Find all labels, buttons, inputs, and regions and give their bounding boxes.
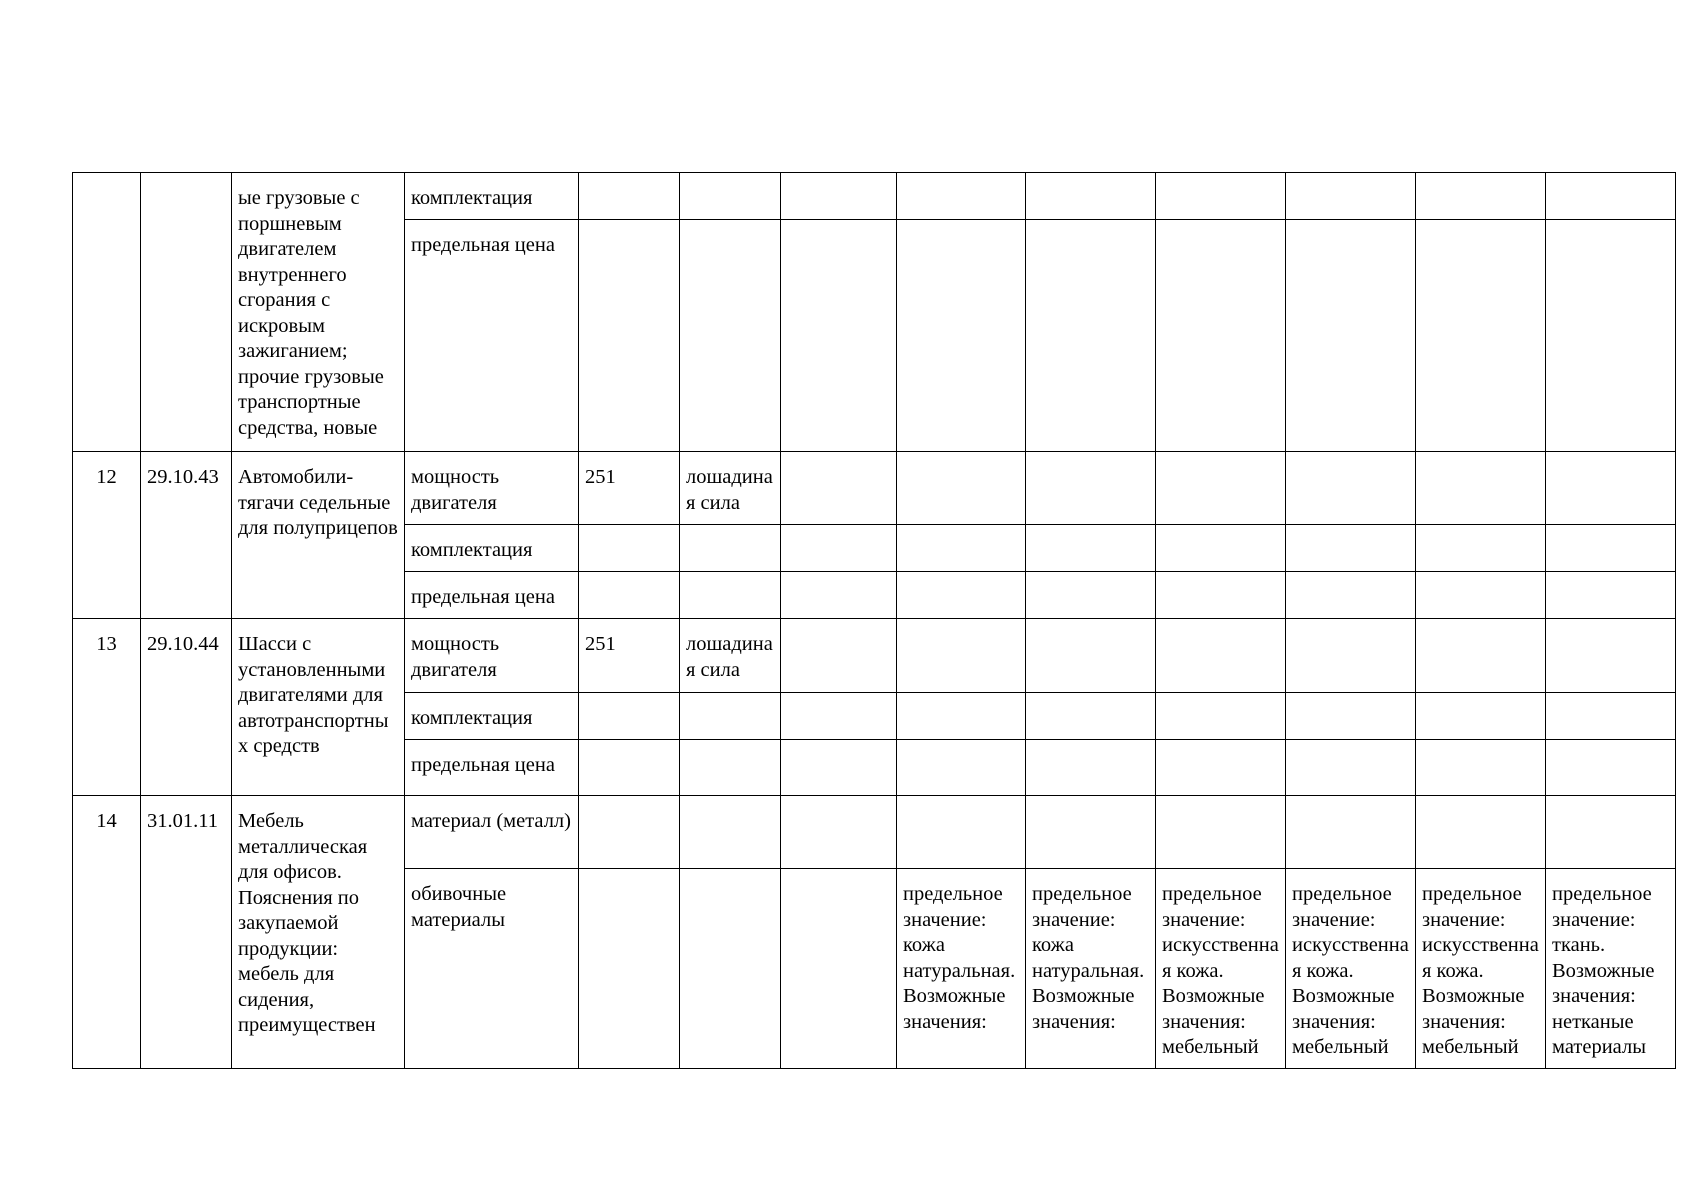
- characteristic-cell: предельная цена: [405, 220, 579, 452]
- okpd-code-cell: 29.10.44: [141, 619, 232, 796]
- empty-cell: [781, 796, 897, 869]
- characteristic-cell: предельная цена: [405, 572, 579, 619]
- empty-cell: [781, 220, 897, 452]
- table-row: [73, 173, 1676, 220]
- empty-cell: [1546, 525, 1676, 572]
- empty-cell: [1416, 619, 1546, 693]
- okpd-code-cell: [141, 173, 232, 452]
- characteristic-cell: предельная цена: [405, 740, 579, 796]
- characteristic-cell: мощность двигателя: [405, 619, 579, 693]
- empty-cell: [897, 740, 1026, 796]
- limit-value-cell: предельное значение: кожа натуральная. Возможные значения:: [1026, 869, 1156, 1069]
- empty-cell: [897, 173, 1026, 220]
- empty-cell: [897, 220, 1026, 452]
- table-row: [73, 619, 1676, 693]
- empty-cell: [897, 796, 1026, 869]
- value-cell: [579, 525, 680, 572]
- empty-cell: [1286, 740, 1416, 796]
- row-number-cell: [73, 173, 141, 452]
- empty-cell: [1156, 572, 1286, 619]
- product-name-cell: Мебель металлическая для офисов. Пояснения по закупаемой продукции: мебель для сидения, преимуществен: [232, 796, 405, 1069]
- empty-cell: [1286, 619, 1416, 693]
- value-cell: [579, 693, 680, 740]
- characteristic-cell: комплектация: [405, 525, 579, 572]
- characteristic-cell: комплектация: [405, 173, 579, 220]
- empty-cell: [1416, 452, 1546, 525]
- limit-value-cell: предельное значение: искусственная кожа. Возможные значения: мебельный: [1416, 869, 1546, 1069]
- empty-cell: [1156, 173, 1286, 220]
- empty-cell: [781, 740, 897, 796]
- empty-cell: [1156, 619, 1286, 693]
- table-row: [73, 796, 1676, 869]
- value-cell: 251: [579, 619, 680, 693]
- empty-cell: [781, 452, 897, 525]
- empty-cell: [1546, 572, 1676, 619]
- unit-cell: [680, 572, 781, 619]
- value-cell: 251: [579, 452, 680, 525]
- empty-cell: [1156, 525, 1286, 572]
- empty-cell: [781, 525, 897, 572]
- characteristic-cell: обивочные материалы: [405, 869, 579, 1069]
- empty-cell: [1286, 525, 1416, 572]
- unit-cell: [680, 796, 781, 869]
- unit-cell: [680, 869, 781, 1069]
- empty-cell: [1156, 452, 1286, 525]
- empty-cell: [1286, 452, 1416, 525]
- empty-cell: [1026, 693, 1156, 740]
- product-name-cell: ые грузовые с поршневым двигателем внутреннего сгорания с искровым зажиганием; прочие грузовые транспортные средства, новые: [232, 173, 405, 452]
- empty-cell: [1546, 693, 1676, 740]
- empty-cell: [1546, 619, 1676, 693]
- okpd-code-cell: 31.01.11: [141, 796, 232, 1069]
- table-row: [73, 452, 1676, 525]
- empty-cell: [1416, 173, 1546, 220]
- empty-cell: [1026, 173, 1156, 220]
- unit-cell: [680, 220, 781, 452]
- empty-cell: [1546, 220, 1676, 452]
- empty-cell: [1026, 619, 1156, 693]
- empty-cell: [897, 525, 1026, 572]
- limit-value-cell: предельное значение: ткань. Возможные значения: нетканые материалы: [1546, 869, 1676, 1069]
- row-number-cell: 13: [73, 619, 141, 796]
- empty-cell: [1156, 693, 1286, 740]
- empty-cell: [897, 693, 1026, 740]
- requirements-table: [72, 172, 1676, 1069]
- empty-cell: [1026, 452, 1156, 525]
- empty-cell: [1286, 572, 1416, 619]
- value-cell: [579, 740, 680, 796]
- empty-cell: [1546, 452, 1676, 525]
- value-cell: [579, 572, 680, 619]
- empty-cell: [781, 693, 897, 740]
- empty-cell: [1286, 220, 1416, 452]
- empty-cell: [1026, 796, 1156, 869]
- product-name-cell: Автомобили-тягачи седельные для полуприцепов: [232, 452, 405, 619]
- product-name-cell: Шасси с установленными двигателями для автотранспортных средств: [232, 619, 405, 796]
- limit-value-cell: предельное значение: кожа натуральная. Возможные значения:: [897, 869, 1026, 1069]
- row-number-cell: 12: [73, 452, 141, 619]
- unit-cell: [680, 525, 781, 572]
- empty-cell: [1026, 220, 1156, 452]
- unit-cell: [680, 740, 781, 796]
- empty-cell: [1416, 796, 1546, 869]
- empty-cell: [781, 173, 897, 220]
- empty-cell: [1416, 693, 1546, 740]
- value-cell: [579, 869, 680, 1069]
- empty-cell: [1286, 693, 1416, 740]
- empty-cell: [1156, 796, 1286, 869]
- characteristic-cell: комплектация: [405, 693, 579, 740]
- empty-cell: [1416, 572, 1546, 619]
- characteristic-cell: мощность двигателя: [405, 452, 579, 525]
- unit-cell: [680, 173, 781, 220]
- limit-value-cell: предельное значение: искусственная кожа. Возможные значения: мебельный: [1286, 869, 1416, 1069]
- empty-cell: [781, 572, 897, 619]
- empty-cell: [1026, 740, 1156, 796]
- empty-cell: [897, 452, 1026, 525]
- row-number-cell: 14: [73, 796, 141, 1069]
- value-cell: [579, 173, 680, 220]
- value-cell: [579, 796, 680, 869]
- unit-cell: [680, 693, 781, 740]
- unit-cell: лошадиная сила: [680, 619, 781, 693]
- empty-cell: [1026, 525, 1156, 572]
- empty-cell: [1546, 173, 1676, 220]
- empty-cell: [1416, 525, 1546, 572]
- empty-cell: [897, 619, 1026, 693]
- characteristic-cell: материал (металл): [405, 796, 579, 869]
- empty-cell: [1156, 740, 1286, 796]
- limit-value-cell: предельное значение: искусственная кожа. Возможные значения: мебельный: [1156, 869, 1286, 1069]
- empty-cell: [1156, 220, 1286, 452]
- empty-cell: [1026, 572, 1156, 619]
- okpd-code-cell: 29.10.43: [141, 452, 232, 619]
- empty-cell: [781, 869, 897, 1069]
- empty-cell: [1546, 796, 1676, 869]
- empty-cell: [1416, 220, 1546, 452]
- unit-cell: лошадиная сила: [680, 452, 781, 525]
- empty-cell: [781, 619, 897, 693]
- empty-cell: [1286, 796, 1416, 869]
- empty-cell: [1416, 740, 1546, 796]
- empty-cell: [1286, 173, 1416, 220]
- empty-cell: [1546, 740, 1676, 796]
- empty-cell: [897, 572, 1026, 619]
- value-cell: [579, 220, 680, 452]
